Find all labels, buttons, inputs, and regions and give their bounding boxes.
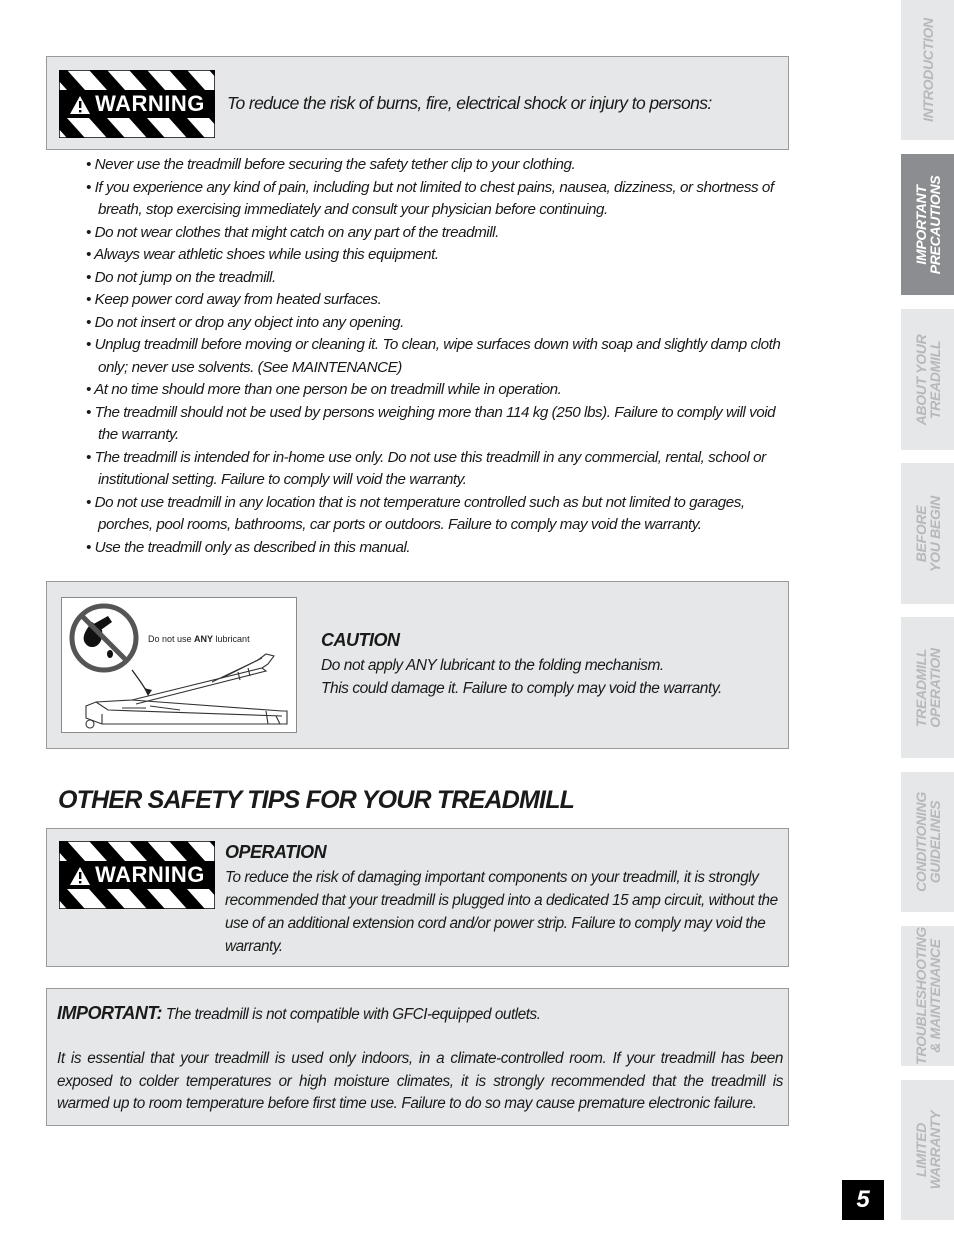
list-item: • The treadmill should not be used by persons weighing more than 114 kg (250 lbs). Failure to comply will void the warranty. (86, 402, 786, 447)
warning-triangle-icon (69, 866, 91, 886)
precautions-list (86, 154, 786, 559)
page-number: 5 (842, 1180, 884, 1220)
list-item: • Do not wear clothes that might catch on any part of the treadmill. (86, 222, 786, 245)
list-item: • Always wear athletic shoes while using this equipment. (86, 244, 786, 267)
list-item: • Keep power cord away from heated surfaces. (86, 289, 786, 312)
caution-box (46, 581, 789, 749)
tab-before-you-begin[interactable]: BEFORE YOU BEGIN (901, 463, 954, 604)
list-item: • Do not insert or drop any object into any opening. (86, 312, 786, 335)
tab-conditioning-guidelines[interactable]: CONDITIONING GUIDELINES (901, 772, 954, 912)
operation-title: OPERATION (225, 842, 327, 862)
tab-limited-warranty[interactable]: LIMITED WARRANTY (901, 1080, 954, 1220)
treadmill-illustration (62, 598, 296, 732)
list-item: • At no time should more than one person be on treadmill while in operation. (86, 379, 786, 402)
warning-intro: To reduce the risk of burns, fire, electrical shock or injury to persons: (227, 93, 712, 113)
caution-body (321, 654, 722, 700)
no-lubricant-icon (72, 606, 136, 670)
warning-label: WARNING (95, 862, 205, 887)
tab-important-precautions[interactable]: IMPORTANT PRECAUTIONS (901, 154, 954, 295)
important-label: IMPORTANT: (57, 1003, 162, 1023)
warning-badge (59, 70, 215, 138)
caution-illustration (61, 597, 297, 733)
tab-about-your-treadmill[interactable]: ABOUT YOUR TREADMILL (901, 309, 954, 450)
operation-warning-box (46, 828, 789, 967)
list-item: • Do not use treadmill in any location that is not temperature controlled such as but not limited to garages, porches, pool rooms, bathrooms, car ports or outdoors. Failure to comply may void the warranty. (86, 492, 786, 537)
list-item: • Use the treadmill only as described in this manual. (86, 537, 786, 560)
image-label: Do not use ANY lubricant (148, 634, 250, 644)
list-item: • Do not jump on the treadmill. (86, 267, 786, 290)
caution-line-1: Do not apply ANY lubricant to the folding mechanism. (321, 657, 664, 674)
warning-triangle-icon (69, 95, 91, 115)
important-text: The treadmill is not compatible with GFCI-equipped outlets. (162, 1006, 541, 1023)
tab-introduction[interactable]: INTRODUCTION (901, 0, 954, 140)
important-box (46, 988, 789, 1126)
list-item: • The treadmill is intended for in-home use only. Do not use this treadmill in any commercial, rental, school or institutional setting. Failure to comply will void the warranty. (86, 447, 786, 492)
warning-box (46, 56, 789, 150)
operation-body: To reduce the risk of damaging important components on your treadmill, it is strongly recommended that your treadmill is plugged into a dedicated 15 amp circuit, without the use of an additional extension cord and/or power strip. Failure to comply may void the warranty. (225, 869, 778, 955)
list-item: • Unplug treadmill before moving or cleaning it. To clean, wipe surfaces down with soap and slightly damp cloth only; never use solvents. (See MAINTENANCE) (86, 334, 786, 379)
warning-label: WARNING (95, 91, 205, 116)
list-item: • If you experience any kind of pain, including but not limited to chest pains, nausea, dizziness, or shortness of breath, stop exercising immediately and consult your physician before continuing. (86, 177, 786, 222)
tab-troubleshooting-maintenance[interactable]: TROUBLESHOOTING & MAINTENANCE (901, 926, 954, 1066)
list-item: • Never use the treadmill before securing the safety tether clip to your clothing. (86, 154, 786, 177)
caution-line-2: This could damage it. Failure to comply may void the warranty. (321, 680, 722, 697)
section-title: OTHER SAFETY TIPS FOR YOUR TREADMILL (58, 786, 575, 814)
tab-treadmill-operation[interactable]: TREADMILL OPERATION (901, 617, 954, 758)
warning-badge (59, 841, 215, 909)
caution-title: CAUTION (321, 630, 400, 650)
important-body: It is essential that your treadmill is used only indoors, in a climate-controlled room. If your treadmill has been exposed to colder temperatures or high moisture climates, it is strongly recommended that the treadmill is warmed up to room temperature before first time use. Failure to do so may cause premature electronic failure. (57, 1050, 783, 1112)
important-line (57, 1003, 541, 1024)
